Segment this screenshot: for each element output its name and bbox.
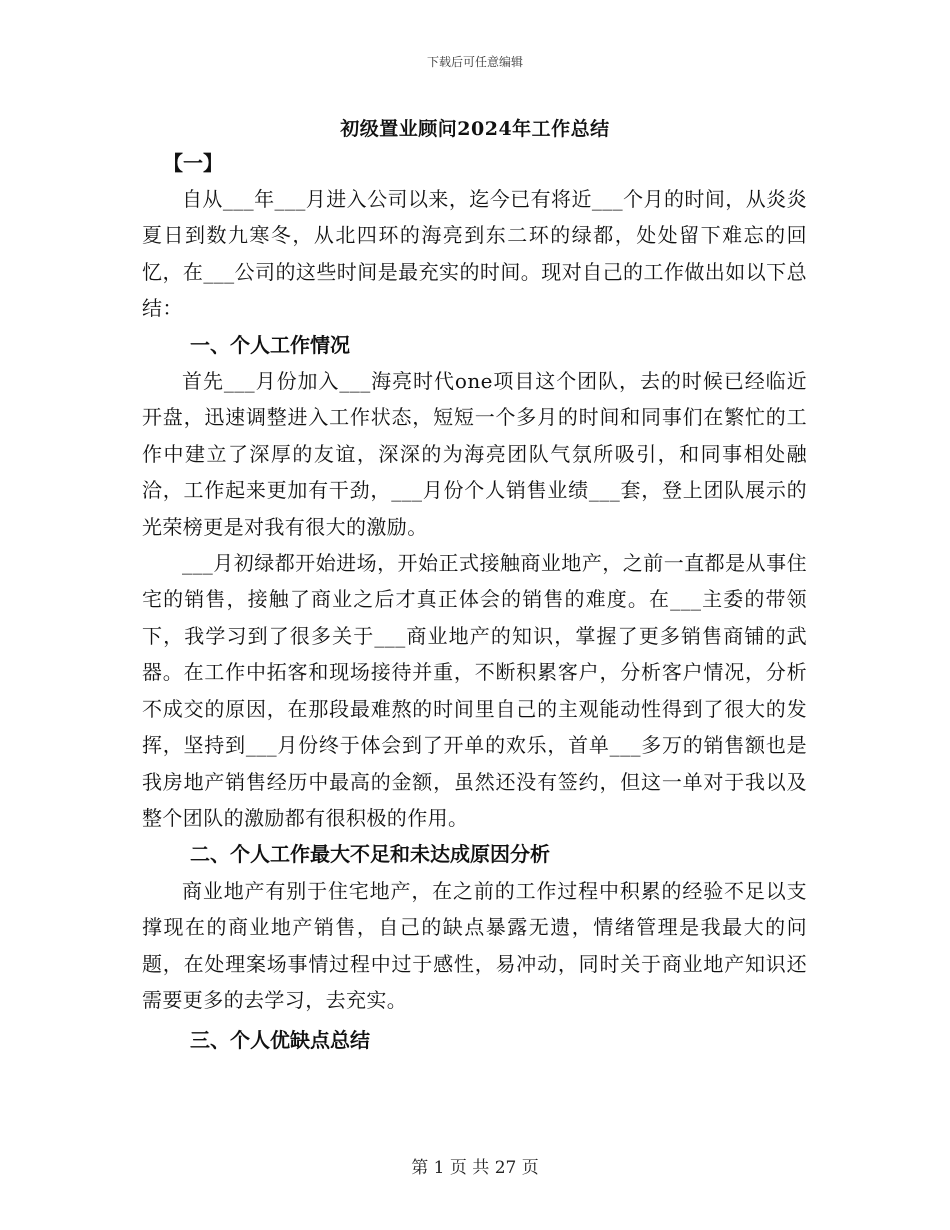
section-heading-3: 三、个人优缺点总结 (190, 1028, 370, 1053)
section-heading-1: 一、个人工作情况 (190, 332, 350, 357)
page-number: 第 1 页 共 27 页 (411, 1158, 539, 1178)
paragraph-commercial-property: ___月初绿都开始进场，开始正式接触商业地产，之前一直都是从事住宅的销售，接触了商业之后才真正体会的销售的难度。在___主委的带领下，我学习到了很多关于___商业地产的知识，掌握了更多销售商铺的武器。在工作中拓客和现场接待并重，不断积累客户，分析客户情况，分析不成交的原因，在那段最难熬的时间里自己的主观能动性得到了很大的发挥，坚持到___月份终于体会到了开单的欢乐，首单___多万的销售额也是我房地产销售经历中最高的金额，虽然还没有签约，但这一单对于我以及整个团队的激励都有很积极的作用。 (142, 551, 807, 830)
header-note: 下载后可任意编辑 (426, 55, 523, 69)
document-body (142, 181, 807, 1059)
section-heading-2: 二、个人工作最大不足和未达成原因分析 (190, 842, 550, 867)
section-tag: 【一】 (163, 151, 223, 175)
document-title: 初级置业顾问2024年工作总结 (340, 118, 610, 140)
paragraph-work-status: 首先___月份加入___海亮时代one项目这个团队，去的时候已经临近开盘，迅速调整进入工作状态，短短一个多月的时间和同事们在繁忙的工作中建立了深厚的友谊，深深的为海亮团队气氛所吸引，和同事相处融洽，工作起来更加有干劲，___月份个人销售业绩___套，登上团队展示的光荣榜更是对我有很大的激励。 (142, 369, 807, 539)
paragraph-shortcomings: 商业地产有别于住宅地产，在之前的工作过程中积累的经验不足以支撑现在的商业地产销售，自己的缺点暴露无遗，情绪管理是我最大的问题，在处理案场事情过程中过于感性，易冲动，同时关于商业地产知识还需要更多的去学习，去充实。 (142, 878, 807, 1012)
intro-paragraph: 自从___年___月进入公司以来，迄今已有将近___个月的时间，从炎炎夏日到数九寒冬，从北四环的海亮到东二环的绿都，处处留下难忘的回忆，在___公司的这些时间是最充实的时间。现对自己的工作做出如以下总结： (142, 187, 807, 321)
